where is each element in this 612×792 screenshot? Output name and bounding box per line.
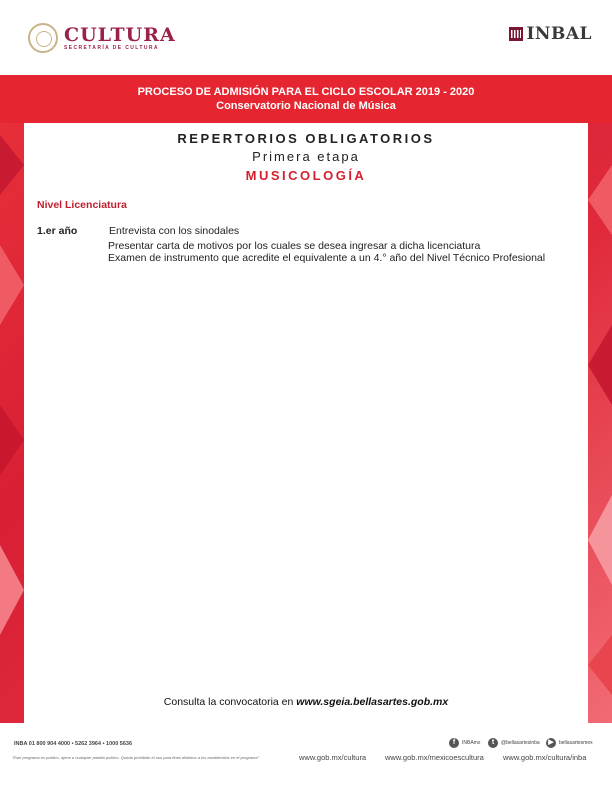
page-header [0,0,612,75]
footer-phones: INBA 01 800 904 4000 • 5262 3964 • 1000 5636 [14,741,133,747]
social-label: INBAmx [462,740,481,746]
social-facebook[interactable] [449,738,480,748]
requirement-item: Examen de instrumento que acredite el equivalente a un 4.° año del Nivel Técnico Profesional [108,252,546,264]
footer-link-mexicoescultura[interactable]: www.gob.mx/mexicoescultura [385,753,484,762]
footer-disclaimer: "Este programa es público, ajeno a cualquier partido político. Queda prohibido el uso para fines distintos a los establecidos en el programa" [12,755,259,760]
social-label: bellasartesmex [559,740,593,746]
youtube-icon: ▶ [546,738,556,748]
building-icon [509,27,523,41]
inbal-logo-name: INBAL [526,24,592,44]
consulta-text: Consulta la convocatoria en [163,696,297,708]
process-banner [0,75,612,123]
cultura-logo-subtitle: SECRETARÍA DE CULTURA [64,44,159,51]
consulta-note [24,696,588,708]
program-title: MUSICOLOGÍA [245,168,367,183]
consulta-link[interactable]: www.sgeia.bellasartes.gob.mx [296,696,449,708]
inbal-logo [509,24,592,44]
page-footer [0,723,612,792]
twitter-icon: t [488,738,498,748]
facebook-icon: f [449,738,459,748]
level-heading: Nivel Licenciatura [37,199,127,211]
content-card [24,123,588,723]
cultura-logo [28,22,176,54]
cultura-logo-name: CULTURA [64,23,176,46]
requirement-item: Presentar carta de motivos por los cuales se desea ingresar a dicha licenciatura [108,240,481,252]
social-youtube[interactable] [546,738,593,748]
banner-subtitle: Conservatorio Nacional de Música [216,100,396,112]
eagle-seal-icon [28,23,58,53]
requirement-item: Entrevista con los sinodales [109,225,240,237]
page-title: REPERTORIOS OBLIGATORIOS [177,131,435,146]
banner-title: PROCESO DE ADMISIÓN PARA EL CICLO ESCOLAR 2019 - 2020 [137,86,475,98]
social-twitter[interactable] [488,738,540,748]
footer-link-cultura[interactable]: www.gob.mx/cultura [299,753,367,762]
year-label: 1.er año [37,225,78,237]
footer-link-inba[interactable]: www.gob.mx/cultura/inba [503,753,587,762]
social-label: @bellasartesinba [501,740,540,746]
stage-subtitle: Primera etapa [252,149,360,164]
